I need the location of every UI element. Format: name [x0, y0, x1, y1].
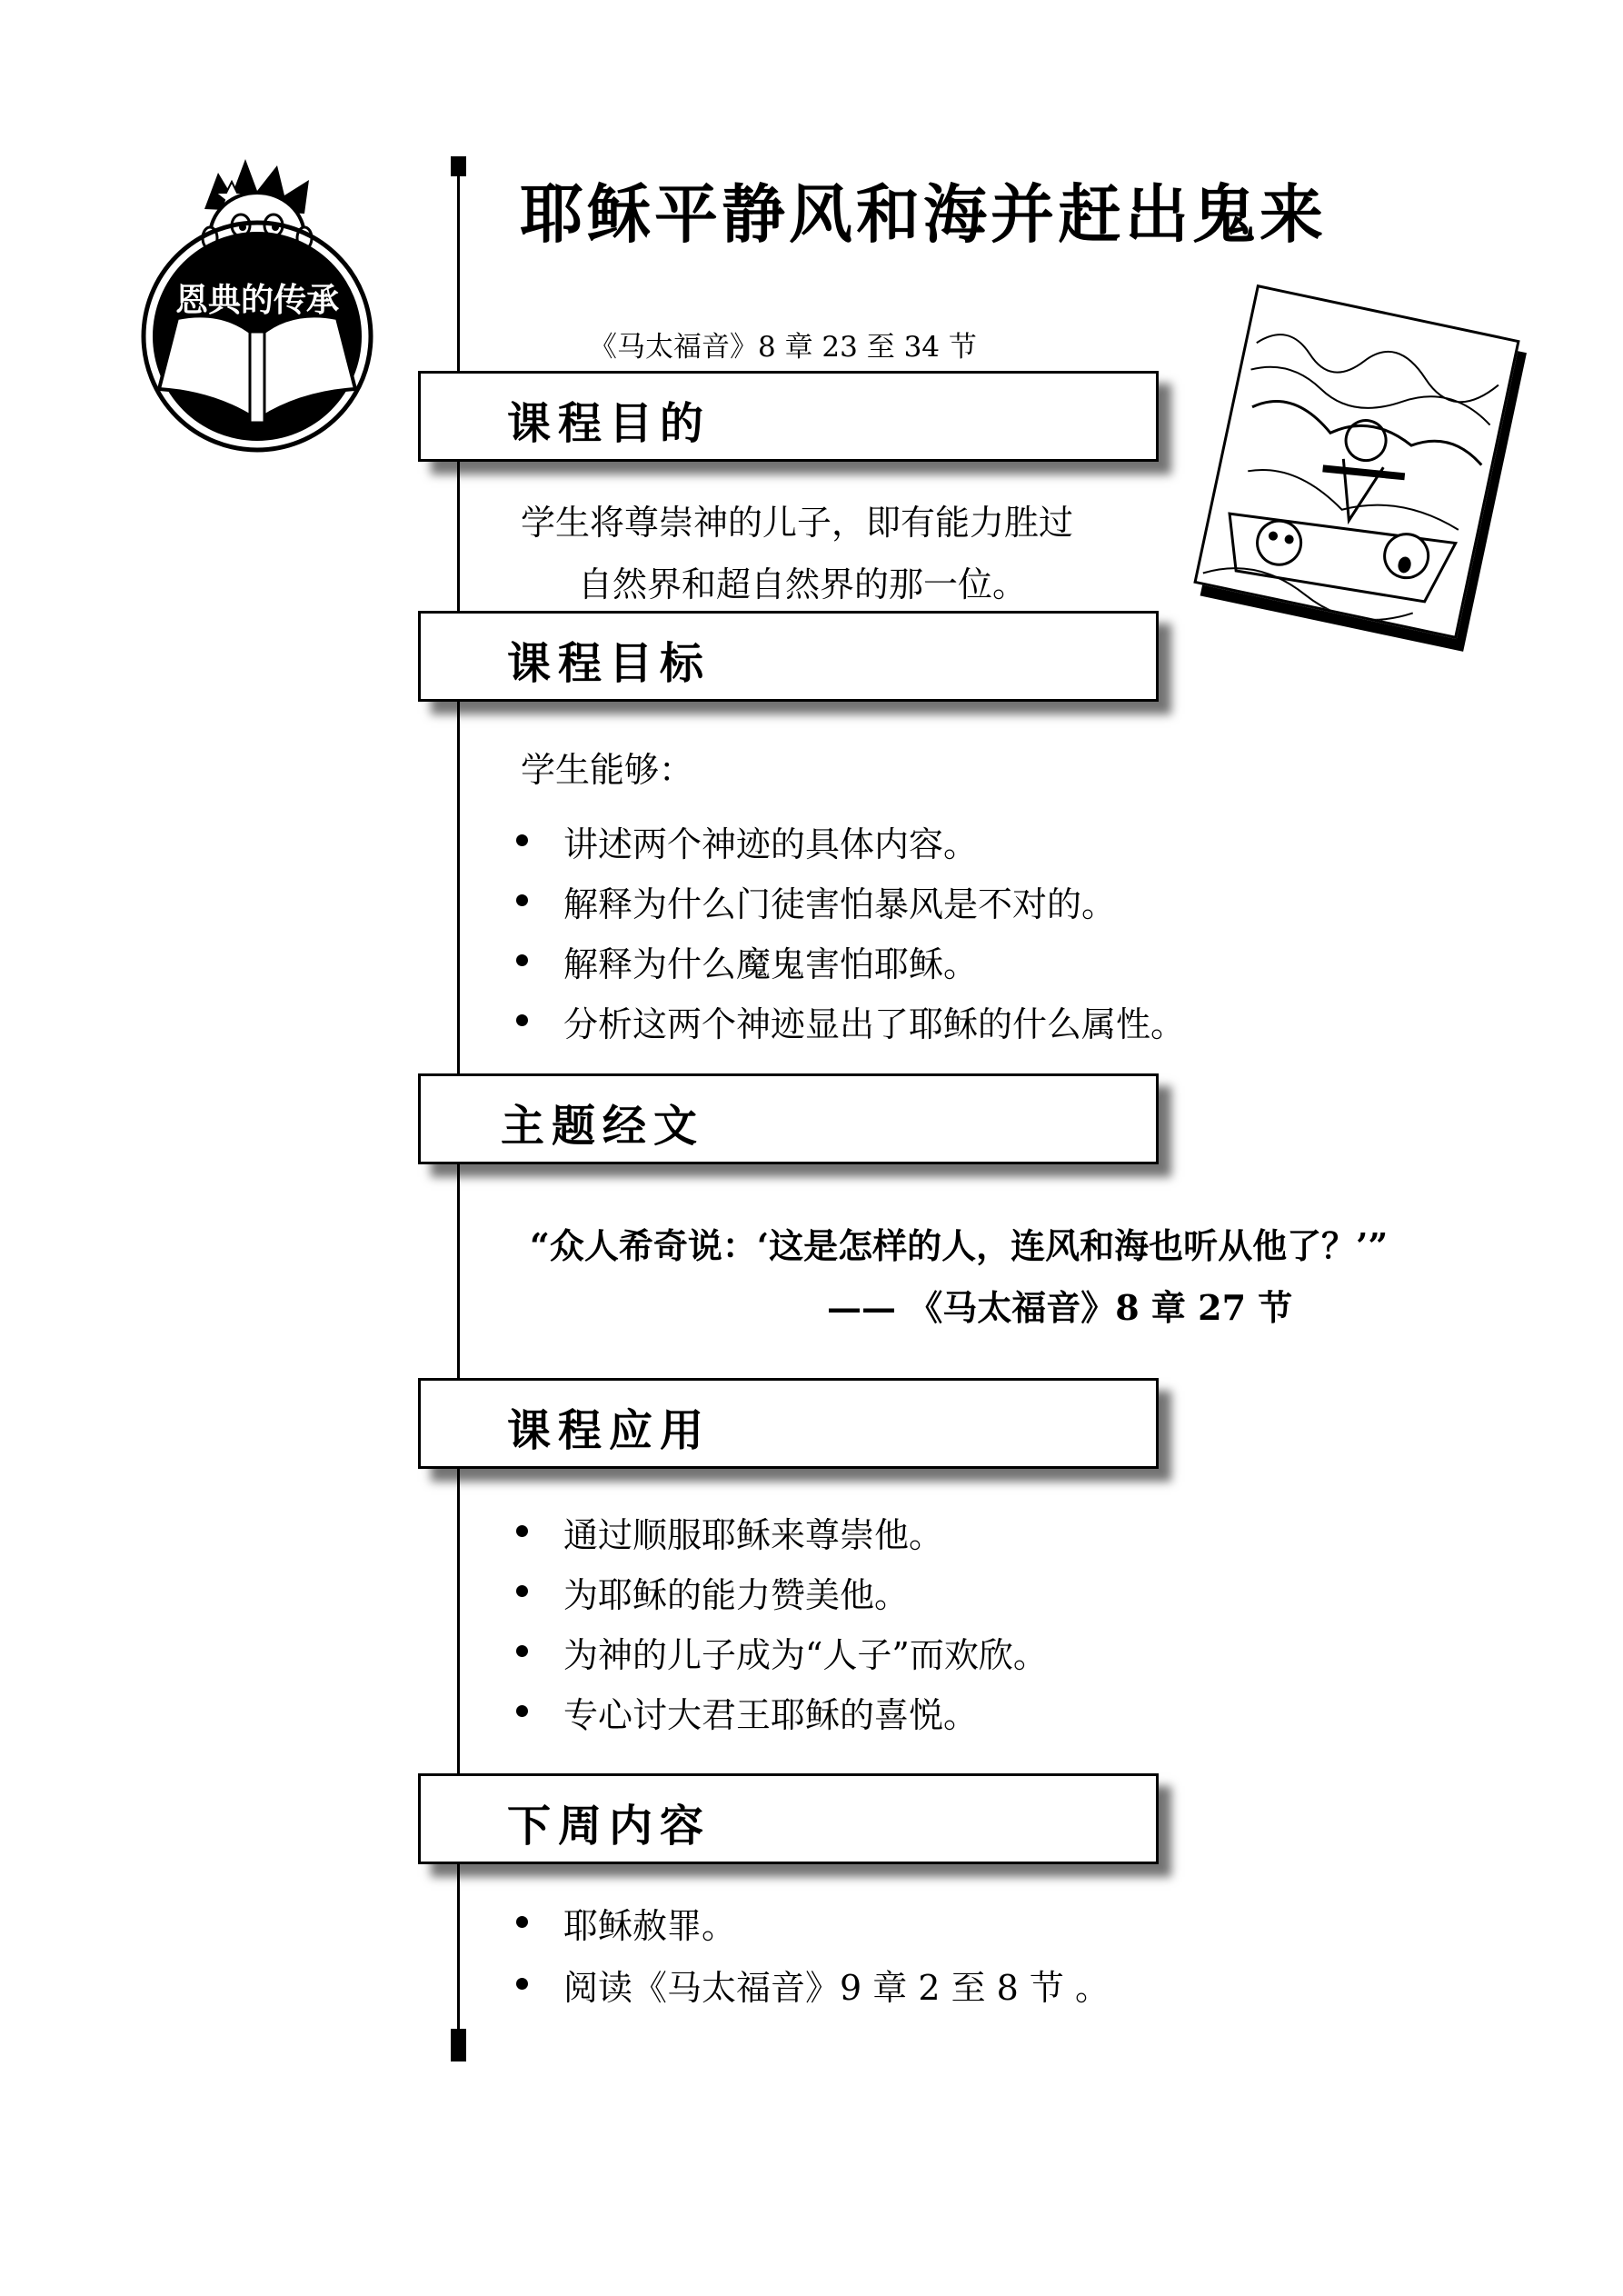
section-heading: 主题经文 [501, 1101, 705, 1152]
page-title: 耶稣平静风和海并赶出鬼来 [520, 176, 1327, 252]
section-header-purpose [418, 371, 1159, 462]
logo-text: 恩典的传承 [174, 282, 340, 319]
list-item: 解释为什么魔鬼害怕耶稣。 [563, 936, 978, 986]
list-item: 耶稣赦罪。 [563, 1898, 736, 1948]
list-item: 讲述两个神迹的具体内容。 [563, 816, 978, 866]
section-heading: 下周内容 [507, 1801, 712, 1852]
timeline-top-cap [451, 156, 466, 176]
storm-boat-illustration-icon [1193, 285, 1519, 639]
section-heading: 课程应用 [507, 1405, 712, 1456]
purpose-line-2: 自然界和超自然界的那一位。 [578, 564, 1028, 604]
list-item: 分析这两个神迹显出了耶稣的什么属性。 [563, 996, 1185, 1046]
section-header-next-week [418, 1773, 1159, 1864]
list-item: 专心讨大君王耶稣的喜悦。 [563, 1687, 978, 1737]
key-verse-quote: “众人希奇说：‘这是怎样的人，连风和海也听从他了？’” [530, 1225, 1389, 1266]
section-header-application [418, 1378, 1159, 1469]
list-item: 为神的儿子成为“人子”而欢欣。 [563, 1627, 1048, 1677]
list-item: 解释为什么门徒害怕暴风是不对的。 [563, 876, 1116, 926]
timeline-bottom-cap [451, 2029, 466, 2061]
list-item: 为耶稣的能力赞美他。 [563, 1567, 909, 1617]
purpose-line-1: 学生将尊崇神的儿子，即有能力胜过 [521, 503, 1074, 543]
section-heading: 课程目的 [507, 398, 712, 449]
section-heading: 课程目标 [507, 638, 712, 689]
section-header-objectives [418, 611, 1159, 702]
key-verse-reference: —— 《马太福音》8 章 27 节 [827, 1287, 1293, 1328]
scripture-reference: 《马太福音》8 章 23 至 34 节 [589, 331, 977, 364]
objectives-intro: 学生能够： [521, 750, 694, 790]
list-item: 阅读《马太福音》9 章 2 至 8 节 。 [563, 1960, 1110, 2010]
section-header-key-verse [418, 1073, 1159, 1164]
curriculum-logo [141, 155, 377, 454]
list-item: 通过顺服耶稣来尊崇他。 [563, 1507, 943, 1557]
